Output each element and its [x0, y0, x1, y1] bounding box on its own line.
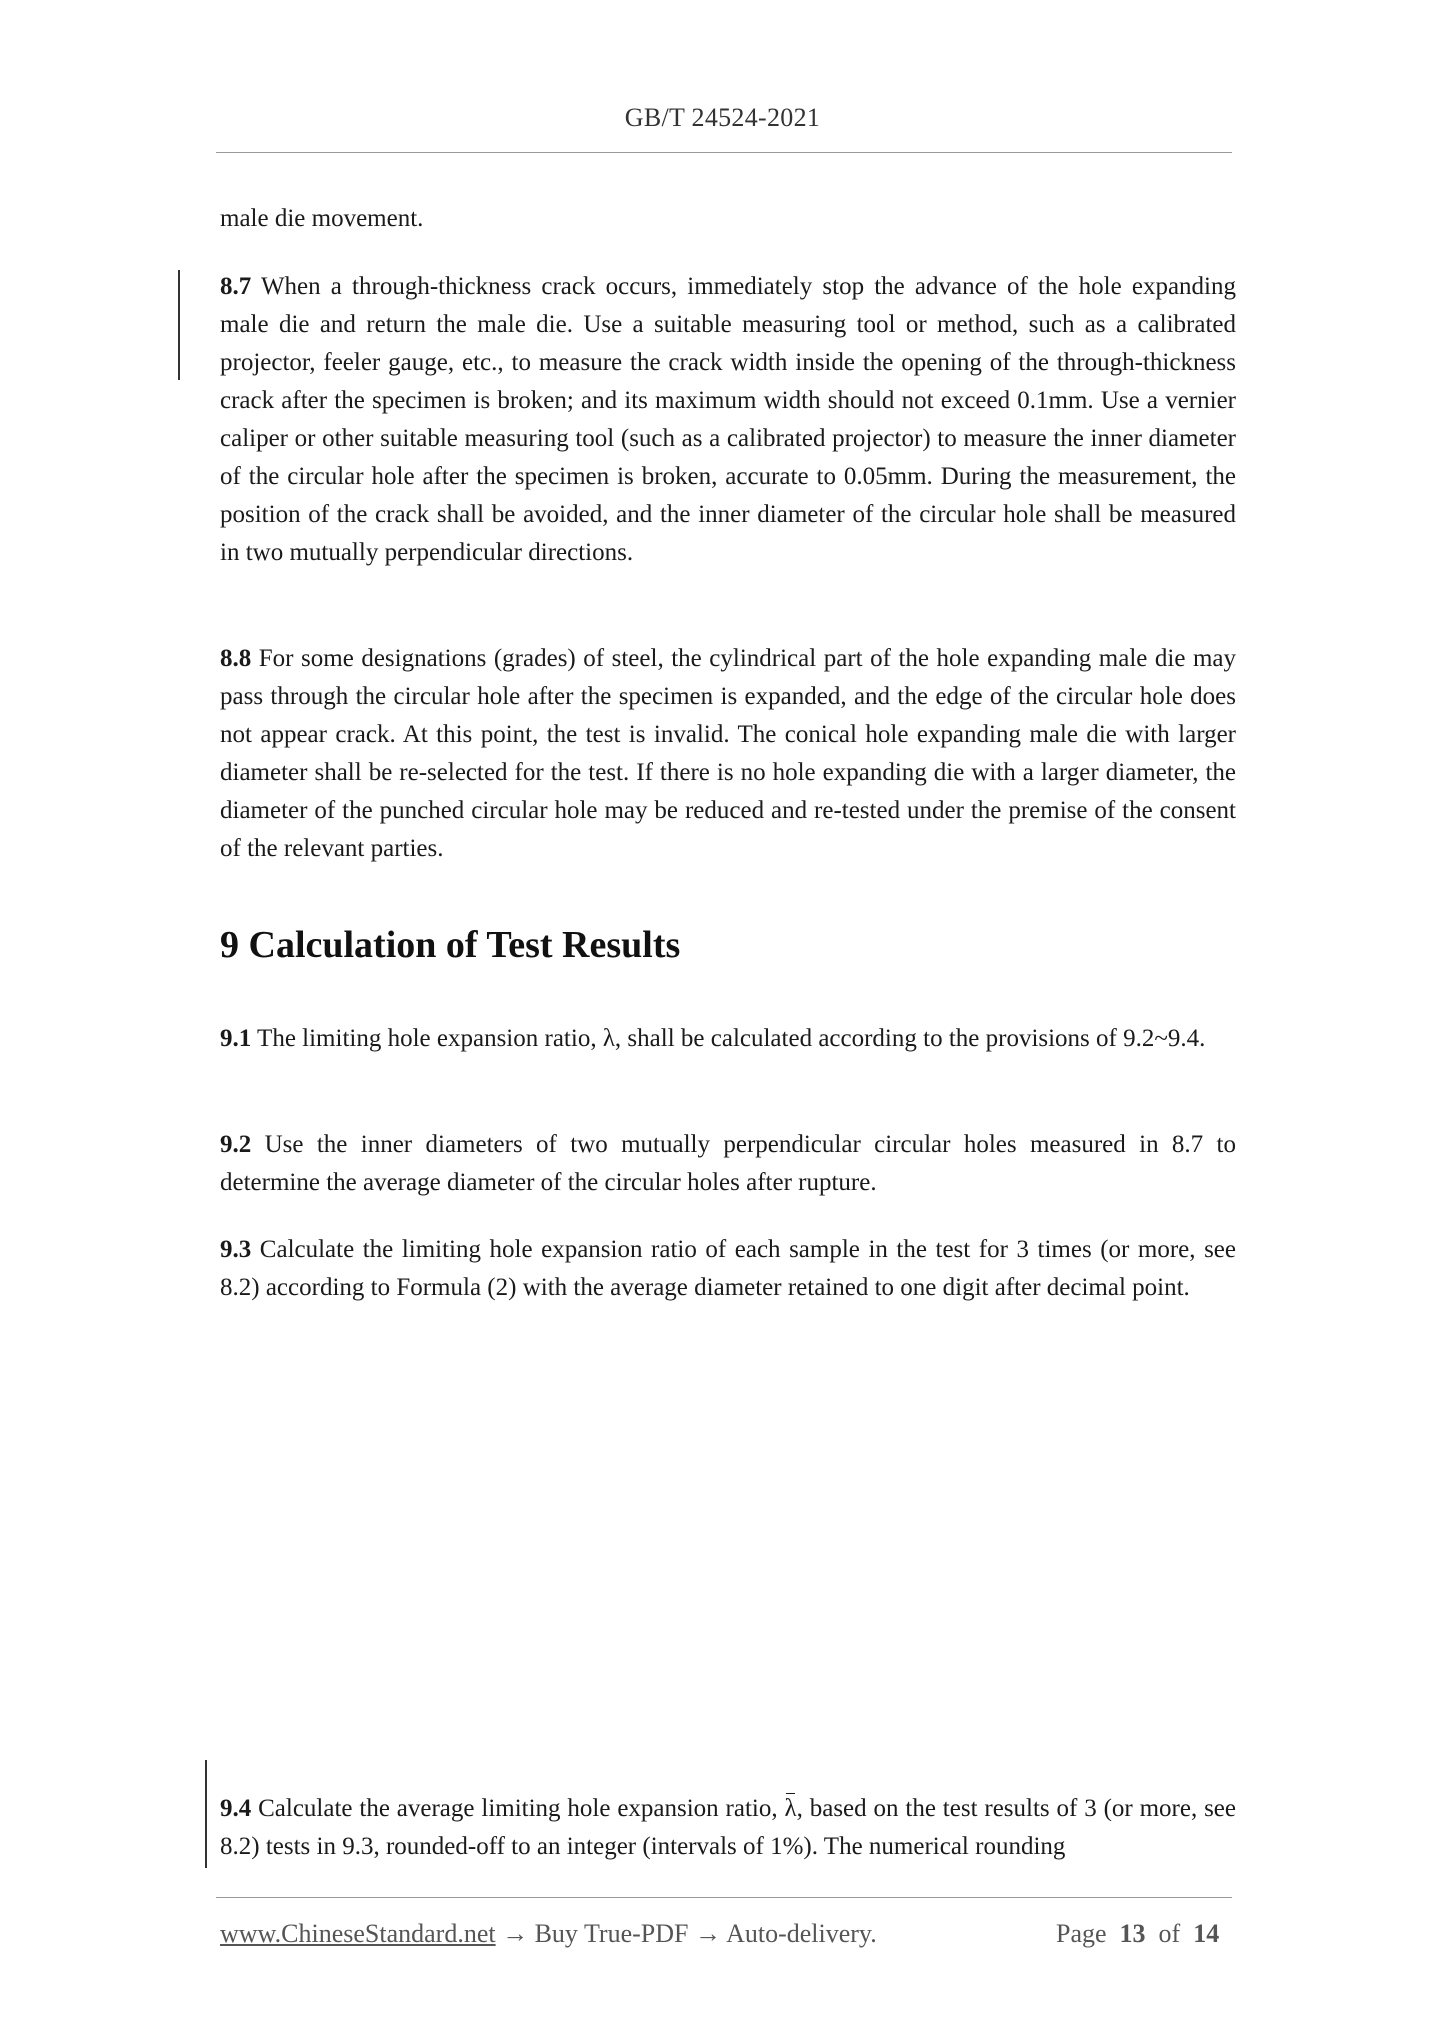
auto-delivery-text: Auto-delivery.	[726, 1919, 877, 1948]
page-current: 13	[1119, 1919, 1146, 1948]
document-code-header: GB/T 24524-2021	[624, 103, 821, 132]
page-total: 14	[1193, 1919, 1220, 1948]
clause-number: 8.8	[220, 645, 252, 672]
footer-promo	[220, 1917, 877, 1951]
arrow-right-icon: →	[688, 1919, 727, 1948]
revision-change-bar	[178, 270, 180, 380]
buy-pdf-text: Buy True-PDF	[534, 1919, 689, 1948]
clause-9-4	[220, 1790, 1236, 1866]
page-label: Page	[1056, 1919, 1107, 1948]
clause-text: , based on the test results of 3 (or more, see 8.2) tests in 9.3, rounded-off to an integer (intervals of 1%). The numerical rounding	[220, 1795, 1236, 1860]
clause-text: When a through-thickness crack occurs, immediately stop the advance of the hole expanding male die and return the male die. Use a suitable measuring tool or method, such as a calibrated projector, feeler gauge, etc., to measure the crack width inside the opening of the through-thickness crack after the specimen is broken; and its maximum width should not exceed 0.1mm. Use a vernier caliper or other suitable measuring tool (such as a calibrated projector) to measure the inner diameter of the circular hole after the specimen is broken, accurate to 0.05mm. During the measurement, the position of the crack shall be avoided, and the inner diameter of the circular hole shall be measured in two mutually perpendicular directions.	[220, 273, 1236, 566]
clause-number: 8.7	[220, 273, 252, 300]
section-heading-9: 9 Calculation of Test Results	[220, 924, 681, 966]
clause-8-8	[220, 640, 1236, 868]
clause-number: 9.1	[220, 1025, 252, 1052]
revision-change-bar	[205, 1760, 207, 1868]
clause-8-7	[220, 268, 1236, 572]
page-number	[1056, 1917, 1219, 1951]
clause-text: For some designations (grades) of steel, the cylindrical part of the hole expanding male die may pass through the circular hole after the specimen is expanded, and the edge of the circular hole does not appear crack. At this point, the test is invalid. The conical hole expanding male die with larger diameter shall be re-selected for the test. If there is no hole expanding die with a larger diameter, the diameter of the punched circular hole may be reduced and re-tested under the premise of the consent of the relevant parties.	[220, 645, 1236, 862]
footer-divider	[216, 1897, 1232, 1898]
arrow-right-icon: →	[495, 1919, 535, 1948]
clause-text: Use the inner diameters of two mutually perpendicular circular holes measured in 8.7 to determine the average diameter of the circular holes after rupture.	[220, 1131, 1236, 1196]
site-link[interactable]: www.ChineseStandard.net	[220, 1919, 496, 1948]
clause-number: 9.3	[220, 1236, 252, 1263]
header-divider	[216, 152, 1232, 153]
paragraph-continuation: male die movement.	[220, 205, 424, 232]
clause-text: The limiting hole expansion ratio, λ, shall be calculated according to the provisions of 9.2~9.4.	[251, 1025, 1206, 1052]
clause-9-3	[220, 1231, 1236, 1307]
clause-9-1	[220, 1020, 1236, 1058]
page-of: of	[1158, 1919, 1181, 1948]
clause-text: Calculate the average limiting hole expansion ratio,	[251, 1795, 785, 1822]
lambda-bar-symbol: λ	[784, 1790, 796, 1828]
clause-text: Calculate the limiting hole expansion ratio of each sample in the test for 3 times (or more, see 8.2) according to Formula (2) with the average diameter retained to one digit after decimal point.	[220, 1236, 1236, 1301]
clause-number: 9.4	[220, 1795, 252, 1822]
clause-number: 9.2	[220, 1131, 252, 1158]
clause-9-2	[220, 1126, 1236, 1202]
